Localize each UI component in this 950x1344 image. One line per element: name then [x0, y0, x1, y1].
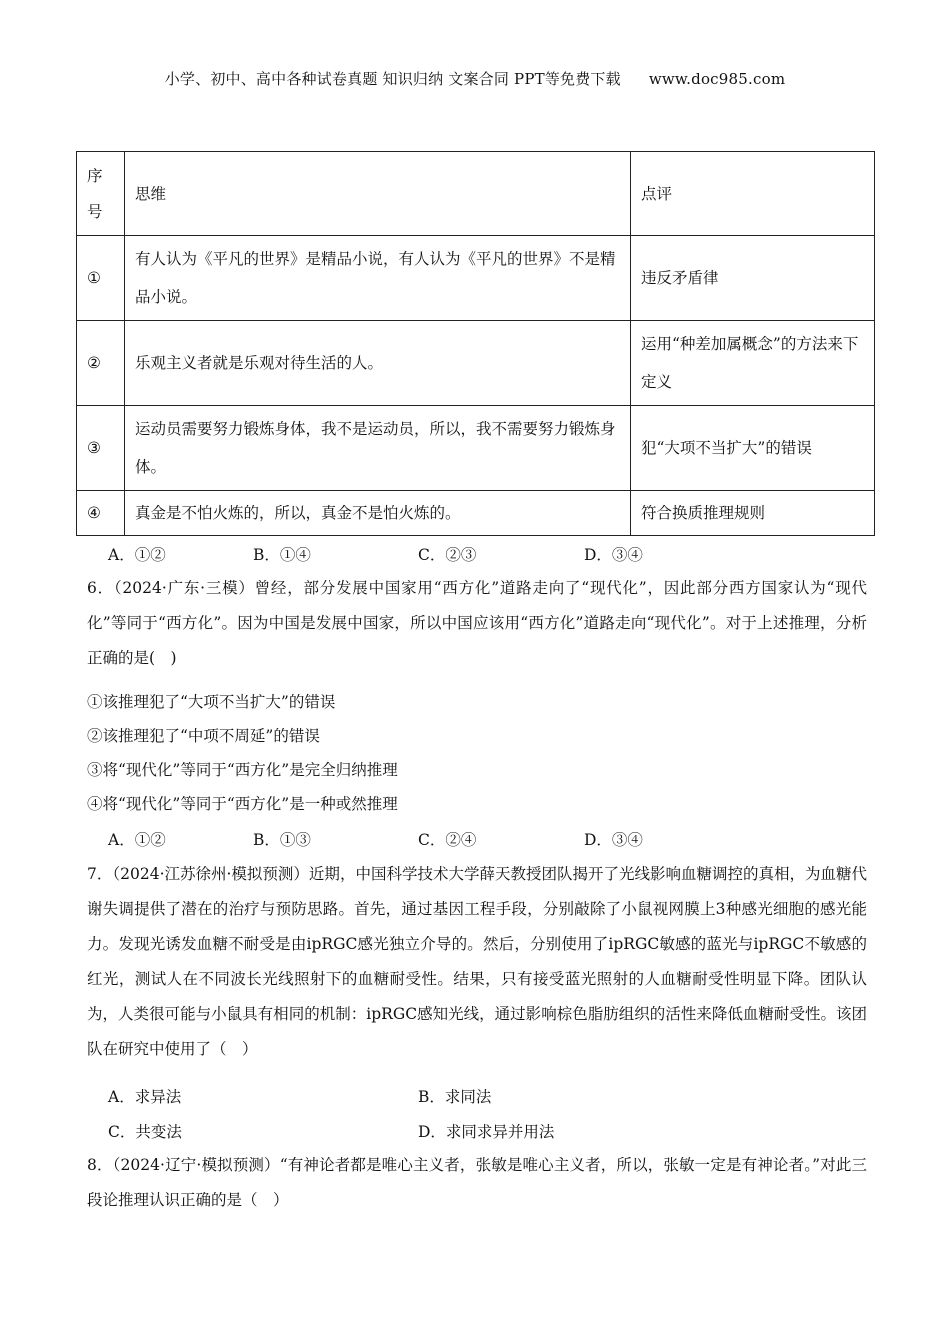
table-row: [77, 321, 875, 406]
q5-option-d[interactable]: D．③④: [584, 546, 643, 564]
q6-option-d[interactable]: D．③④: [584, 831, 643, 849]
header-seq: 序号: [77, 152, 125, 236]
header-comment: 点评: [631, 152, 875, 236]
q7-option-c[interactable]: C．共变法: [108, 1123, 182, 1141]
q6-option-b[interactable]: B．①③: [253, 831, 311, 849]
q6-statement: ②该推理犯了“中项不周延”的错误: [87, 727, 320, 745]
table-row: [77, 491, 875, 536]
page-header: [0, 68, 950, 89]
q7-option-b[interactable]: B．求同法: [418, 1088, 492, 1106]
table-row: [77, 236, 875, 321]
q6-statement: ④将“现代化”等同于“西方化”是一种或然推理: [87, 795, 398, 813]
table-row: [77, 406, 875, 491]
header-text: 小学、初中、高中各种试卷真题 知识归纳 文案合同 PPT等免费下载: [164, 70, 621, 88]
q6-statement: ①该推理犯了“大项不当扩大”的错误: [87, 693, 336, 711]
row-num: ②: [77, 321, 125, 406]
row-thinking: 有人认为《平凡的世界》是精品小说，有人认为《平凡的世界》不是精品小说。: [125, 236, 631, 321]
question-5-table: [76, 151, 875, 536]
q7-stem: 7．（2024·江苏徐州·模拟预测）近期，中国科学技术大学薛天教授团队揭开了光线影响血糖调控的真相，为血糖代谢失调提供了潜在的治疗与预防思路。首先，通过基因工程手段，分别敲除了小鼠视网膜上3种感光细胞的感光能力。发现光诱发血糖不耐受是由ipRGC感光独立介导的。然后，分别使用了ipRGC敏感的蓝光与ipRGC不敏感的红光，测试人在不同波长光线照射下的血糖耐受性。结果，只有接受蓝光照射的人血糖耐受性明显下降。团队认为，人类很可能与小鼠具有相同的机制：ipRGC感知光线，通过影响棕色脂肪组织的活性来降低血糖耐受性。该团队在研究中使用了（ ）: [87, 865, 867, 1058]
q6-stem: 6．（2024·广东·三模）曾经，部分发展中国家用“西方化”道路走向了“现代化”，因此部分西方国家认为“现代化”等同于“西方化”。因为中国是发展中国家，所以中国应该用“西方化”道路走向“现代化”。对于上述推理，分析正确的是( ): [87, 579, 867, 667]
row-comment: 符合换质推理规则: [631, 491, 875, 536]
q6-statement: ③将“现代化”等同于“西方化”是完全归纳推理: [87, 761, 398, 779]
row-thinking: 运动员需要努力锻炼身体，我不是运动员，所以，我不需要努力锻炼身体。: [125, 406, 631, 491]
q5-option-c[interactable]: C．②③: [418, 546, 477, 564]
header-thinking: 思维: [125, 152, 631, 236]
row-comment: 犯“大项不当扩大”的错误: [631, 406, 875, 491]
q7-option-a[interactable]: A．求异法: [108, 1088, 182, 1106]
row-thinking: 乐观主义者就是乐观对待生活的人。: [125, 321, 631, 406]
q6-option-c[interactable]: C．②④: [418, 831, 477, 849]
row-num: ④: [77, 491, 125, 536]
row-comment: 运用“种差加属概念”的方法来下定义: [631, 321, 875, 406]
row-thinking: 真金是不怕火炼的，所以，真金不是怕火炼的。: [125, 491, 631, 536]
table-header-row: [77, 152, 875, 236]
row-comment: 违反矛盾律: [631, 236, 875, 321]
q7-option-d[interactable]: D．求同求异并用法: [418, 1123, 555, 1141]
q6-option-a[interactable]: A．①②: [108, 831, 166, 849]
q5-option-a[interactable]: A．①②: [108, 546, 166, 564]
q8-stem: 8．（2024·辽宁·模拟预测）“有神论者都是唯心主义者，张敏是唯心主义者，所以，张敏一定是有神论者。”对此三段论推理认识正确的是（ ）: [87, 1156, 867, 1209]
q5-option-b[interactable]: B．①④: [253, 546, 311, 564]
header-site: www.doc985.com: [648, 70, 786, 88]
row-num: ①: [77, 236, 125, 321]
row-num: ③: [77, 406, 125, 491]
